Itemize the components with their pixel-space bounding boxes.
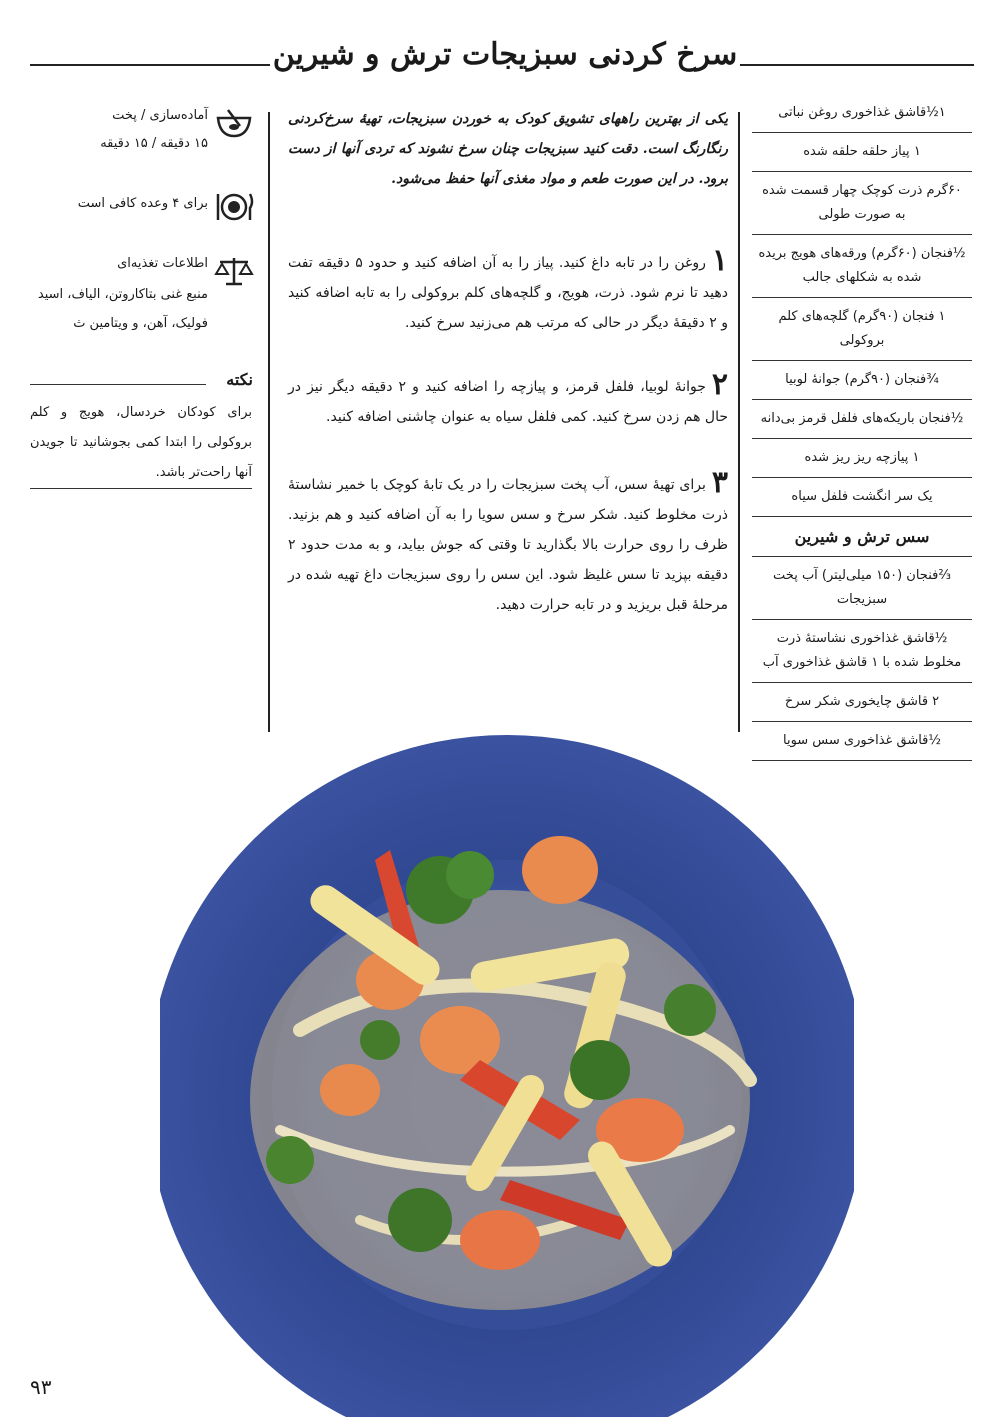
step-number: ۱ — [711, 243, 728, 278]
nutrition-label: اطلاعات تغذیه‌ای — [117, 256, 208, 271]
ingredient-item: ۱ پیازچه ریز ریز شده — [752, 439, 972, 478]
mixing-bowl-icon — [214, 106, 254, 140]
ingredient-item: ½فنجان (۶۰گرم) ورقه‌های هویج بریده شده به شکلهای جالب — [752, 235, 972, 298]
step-2 — [288, 367, 728, 432]
nutrition-text: منبع غنی بتاکاروتن، الیاف، اسید فولیک، آهن، و ویتامین ث — [37, 287, 208, 331]
plate-fork-knife-icon — [214, 190, 254, 224]
tip-heading: نکته — [226, 370, 253, 389]
step-text: برای تهیهٔ سس، آب پخت سبزیجات را در یک تابهٔ کوچک با خمیر نشاستهٔ ذرت مخلوط کنید. شکر سرخ و سس سویا را به آن اضافه کنید و هم بزنید. ظرف را روی حرارت بالا بگذارید تا وقتی که جوش بیاید، و به مدت حدود ۲ دقیقه بپزید تا سس غلیظ شود. این سس را روی سبزیجات داغ تهیه شده در مرحلهٔ قبل بریزید و در تابه حرارت دهید. — [288, 477, 728, 613]
tip-rule-top — [30, 384, 206, 385]
sauce-heading: سس ترش و شیرین — [752, 517, 972, 557]
recipe-intro: یکی از بهترین راههای تشویق کودک به خوردن سبزیجات، تهیهٔ سرخ‌کردنی رنگارنگ است. دقت کنید سبزیجات چنان سرخ نشوند که تردی آنها از دست برود. در این صورت طعم و مواد مغذی آنها حفظ می‌شود. — [288, 111, 728, 187]
sauce-ingredient-item: ۲ قاشق چایخوری شکر سرخ — [752, 683, 972, 722]
step-3 — [288, 465, 728, 620]
tip-text: برای کودکان خردسال، هویج و کلم بروکولی را ابتدا کمی بجوشانید تا جویدن آنها راحت‌تر باشد. — [30, 405, 252, 480]
dish-photo — [160, 700, 854, 1417]
title-rule-left — [30, 64, 270, 66]
step-text: جوانهٔ لوبیا، فلفل قرمز، و پیازچه را اضافه کنید و ۲ دقیقه دیگر نیز در حال هم زدن سرخ کنید. کمی فلفل سیاه به عنوان چاشنی اضافه کنید. — [288, 379, 728, 425]
ingredient-item: ۱ فنجان (۹۰گرم) گلچه‌های کلم بروکولی — [752, 298, 972, 361]
ingredient-item: ¾فنجان (۹۰گرم) جوانهٔ لوبیا — [752, 361, 972, 400]
page-title: سرخ کردنی سبزیجات ترش و شیرین — [272, 37, 738, 72]
ingredients-list — [752, 94, 972, 761]
sauce-ingredient-item: ½قاشق غذاخوری سس سویا — [752, 722, 972, 761]
ingredient-item: ۶۰گرم ذرت کوچک چهار قسمت شده به صورت طولی — [752, 172, 972, 235]
ingredient-item: یک سر انگشت فلفل سیاه — [752, 478, 972, 517]
prep-time: ۱۵ دقیقه / ۱۵ دقیقه — [100, 136, 208, 151]
ingredient-item: ½فنجان باریکه‌های فلفل قرمز بی‌دانه — [752, 400, 972, 439]
sauce-ingredient-item: ½قاشق غذاخوری نشاستهٔ ذرت مخلوط شده با ۱ قاشق غذاخوری آب — [752, 620, 972, 683]
page-number: ۹۳ — [30, 1375, 52, 1399]
prep-label: آماده‌سازی / پخت — [112, 108, 208, 123]
step-text: روغن را در تابه داغ کنید. پیاز را به آن اضافه کنید و حدود ۵ دقیقه تفت دهید تا نرم شود. ذرت، هویج، و گلچه‌های کلم بروکولی را به تابه اضافه کنید و ۲ دقیقهٔ دیگر در حالی که مرتب هم می‌زنید سرخ کنید. — [288, 255, 728, 331]
serves-text: برای ۴ وعده کافی است — [77, 196, 208, 211]
scales-icon — [214, 254, 254, 288]
step-1 — [288, 243, 728, 338]
step-number: ۳ — [711, 465, 728, 500]
step-number: ۲ — [711, 367, 728, 402]
ingredient-item: ۱½قاشق غذاخوری روغن نباتی — [752, 94, 972, 133]
sauce-ingredient-item: ⅔فنجان (۱۵۰ میلی‌لیتر) آب پخت سبزیجات — [752, 557, 972, 620]
column-divider-left — [268, 112, 270, 732]
title-rule-right — [740, 64, 974, 66]
tip-rule-bottom — [30, 488, 252, 489]
ingredient-item: ۱ پیاز حلقه حلقه شده — [752, 133, 972, 172]
column-divider-right — [738, 112, 740, 732]
